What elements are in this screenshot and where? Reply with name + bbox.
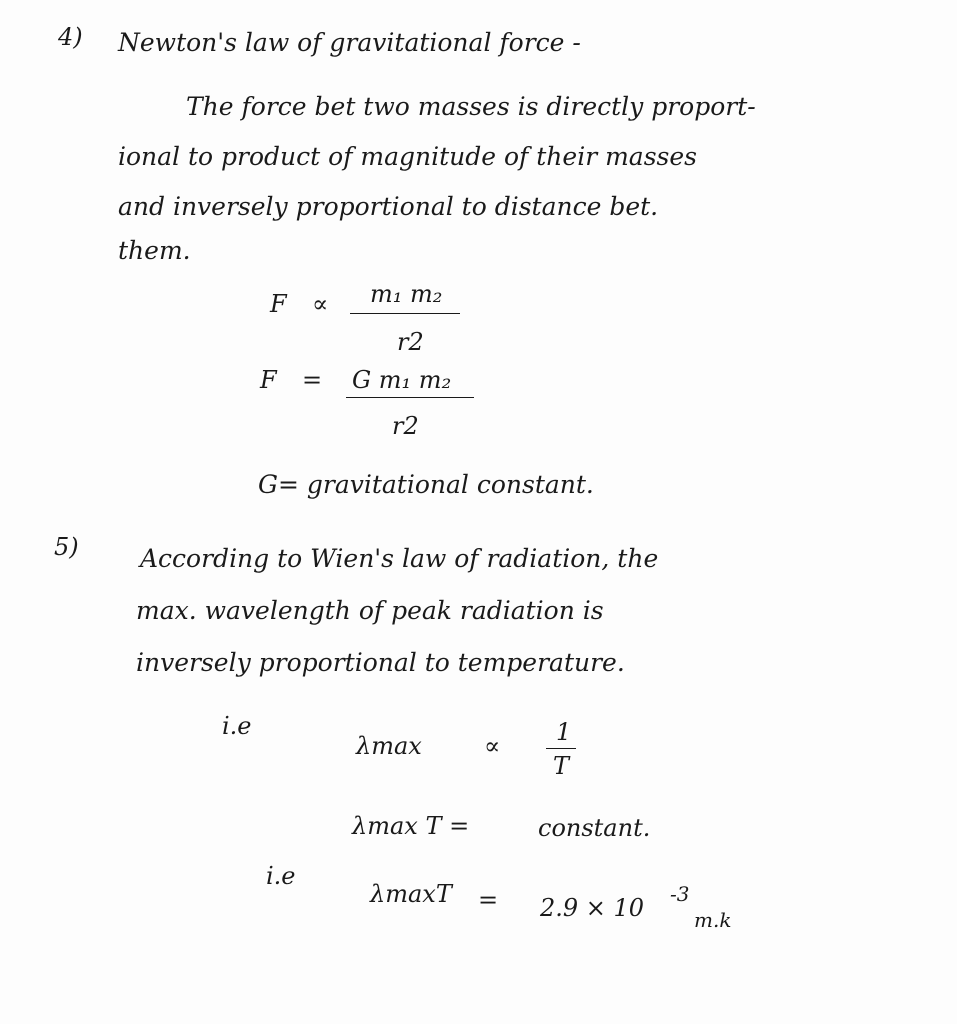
eq4-lhs: λmax T = [352,812,470,840]
eq3-denominator: T [553,752,570,780]
eq2-numerator: G m₁ m₂ [352,366,452,394]
question-4-line-4: them. [118,236,191,265]
question-4-number: 4) [58,23,83,51]
eq1-relation: ∝ [312,290,329,318]
eq1-lhs: F [270,290,287,318]
eq1-numerator: m₁ m₂ [370,280,443,308]
question-5-number: 5) [54,533,79,561]
eq3-numerator: 1 [556,718,572,746]
eq3-lhs: λmax [356,732,422,760]
question-5-line-2: max. wavelength of peak radiation is [136,596,604,625]
question-4-line-2: ional to product of magnitude of their masses [118,142,697,171]
eq3-relation: ∝ [484,732,501,760]
question-5-line-1: According to Wien's law of radiation, the [140,544,659,573]
eq2-fraction-bar [346,397,474,398]
question-5-line-3: inversely proportional to temperature. [136,648,625,677]
eq5-exponent: -3 [670,882,690,906]
eq5-relation: = [478,886,499,914]
eq5-unit: m.k [694,908,732,932]
eq3-prefix: i.e [222,712,252,740]
eq3-fraction-bar [546,748,576,749]
eq5-lhs: λmaxT [370,880,452,908]
eq5-value: 2.9 × 10 [540,894,645,922]
eq2-relation: = [302,366,323,394]
eq1-denominator: r2 [397,328,424,356]
eq2-denominator: r2 [392,412,419,440]
question-4-title: Newton's law of gravitational force - [118,28,581,57]
question-4-definition: G= gravitational constant. [258,470,594,499]
eq4-rhs: constant. [538,814,651,842]
eq5-prefix: i.e [266,862,296,890]
eq1-fraction-bar [350,313,460,314]
question-4-line-3: and inversely proportional to distance bet. [118,192,659,221]
eq2-lhs: F [260,366,277,394]
question-4-line-1: The force bet two masses is directly proport- [186,92,756,121]
